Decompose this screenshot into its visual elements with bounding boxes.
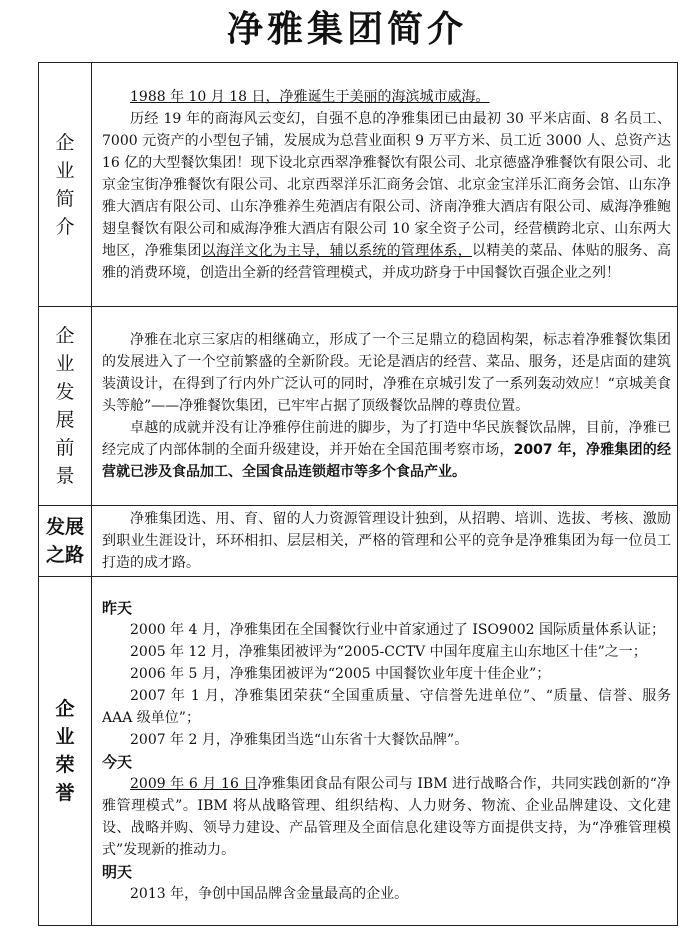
section-honor: [39, 577, 678, 926]
section-label: [39, 63, 92, 307]
label-prospect: [39, 322, 91, 490]
paragraph: 净雅集团选、用、育、留的人力资源管理设计独到，从招聘、培训、选拔、考核、激励到职业生涯设计，环环相扣、层层相关，严格的管理和公平的竞争是净雅集团为每一位员工打造的成才路。: [102, 511, 671, 571]
label-char: 誉: [55, 782, 75, 804]
text: 历经 19 年的商海风云变幻，自强不息的净雅集团已由最初 30 平米店面、8 名员工、7000 元资产的小型包子铺，发展成为总营业面积 9 万平方米、员工近 3000 人、总资产达 16 亿的大型餐饮集团！现下设北京西翠净雅餐饮有限公司、北京德盛净雅餐饮有限公司、北京金宝街净雅餐饮有限公司、北京西翠洋乐汇商务会馆、北京金宝洋乐汇商务会馆、山东净雅大酒店有限公司、山东净雅养生苑酒店有限公司、济南净雅大酒店有限公司、威海净雅鲍翅皇餐饮有限公司和威海净雅大酒店有限公司 10 家全资子公司，经营横跨北京、山东两大地区，净雅集团: [102, 110, 671, 259]
section-content: [92, 307, 678, 506]
section-content: [92, 63, 678, 307]
honor-item: 2006 年 5 月，净雅集团被评为“2005 中国餐饮业年度十佳企业”；: [130, 666, 551, 682]
section-content: [92, 506, 678, 577]
paragraph: 净雅在北京三家店的相继确立，形成了一个三足鼎立的稳固构架，标志着净雅餐饮集团的发展进入了一个空前繁盛的全新阶段。无论是酒店的经营、菜品、服务，还是店面的建筑装潢设计，在得到了行内外广泛认可的同时，净雅在京城引发了一系列轰动效应！“京城美食头等舱”——净雅餐饮集团，已牢牢占据了顶级餐饮品牌的尊贵位置。: [102, 332, 671, 414]
section-profile: [39, 63, 678, 307]
paragraph: [102, 86, 671, 108]
honor-item: 2007 年 2 月，净雅集团当选“山东省十大餐饮品牌”。: [130, 732, 469, 748]
label-char: 发展: [45, 516, 84, 538]
honor-item: 2007 年 1 月，净雅集团荣获“全国重质量、守信誉先进单位”、“质量、信誉、服务 AAA 级单位”；: [102, 688, 671, 726]
label-profile: [39, 129, 91, 241]
label-honor: [39, 695, 91, 807]
paragraph: [102, 108, 671, 284]
text: 净雅集团食品有限公司与 IBM 进行战略合作，共同实践创新的“净雅管理模式”。IBM 将从战略管理、组织结构、人力财务、物流、企业品牌建设、文化建设、战略并购、领导力建设、产品管理及全面信息化建设等方面提供支持，为“净雅管理模式”发现新的推动力。: [102, 776, 671, 858]
label-char: 业: [55, 353, 75, 375]
yesterday-heading: 昨天: [102, 599, 133, 617]
honor-item: 2013 年，争创中国品牌含金量最高的企业。: [130, 886, 409, 902]
label-char: 前: [55, 437, 75, 459]
paragraph: [102, 773, 671, 861]
tomorrow-heading: 明天: [102, 863, 133, 881]
label-char: 展: [55, 409, 75, 431]
section-label: [39, 307, 92, 506]
paragraph: [102, 417, 671, 483]
underlined-text: 以海洋文化为主导，辅以系统的管理体系，: [201, 242, 473, 259]
section-prospect: [39, 307, 678, 506]
text: 以精美的菜品、体贴的服务、高雅的消费环境，创造出全新的经营管理模式，并成功跻身于中国餐饮百强企业之列！: [102, 242, 672, 281]
section-path: [39, 506, 678, 577]
underlined-date: 2009 年 6 月 16 日: [130, 776, 258, 792]
label-char: 企: [55, 698, 75, 720]
label-char: 简: [55, 187, 75, 210]
page-title: 净雅集团简介: [226, 9, 467, 50]
bold-text: 2007 年，净雅集团的经营就已涉及食品加工、全国食品连锁超市等多个食品产业。: [102, 442, 671, 480]
honor-item: 2000 年 4 月，净雅集团在全国餐饮行业中首家通过了 ISO9002 国际质量体系认证；: [130, 622, 666, 638]
label-char: 企: [55, 325, 75, 347]
honor-item: 2005 年 12 月，净雅集团被评为“2005-CCTV 中国年度雇主山东地区十佳”之一；: [130, 644, 647, 660]
label-char: 企: [55, 131, 75, 154]
label-char: 之路: [45, 544, 84, 566]
today-heading: 今天: [102, 753, 133, 771]
section-content: [92, 577, 678, 926]
label-char: 荣: [55, 754, 75, 776]
section-label: [39, 506, 92, 577]
label-char: 介: [55, 215, 75, 238]
label-char: 业: [55, 726, 75, 748]
section-label: [39, 577, 92, 926]
label-char: 业: [55, 159, 75, 182]
label-char: 发: [55, 381, 75, 403]
founding-text: 1988 年 10 月 18 日，净雅诞生于美丽的海滨城市威海。: [130, 88, 490, 105]
label-char: 景: [55, 465, 75, 487]
text: 卓越的成就并没有让净雅停住前进的脚步，为了打造中华民族餐饮品牌，目前，净雅已经完成了内部体制的全面升级建设，并开始在全国范围考察市场，: [102, 420, 671, 458]
profile-table: [38, 62, 678, 926]
label-path: [39, 513, 91, 569]
